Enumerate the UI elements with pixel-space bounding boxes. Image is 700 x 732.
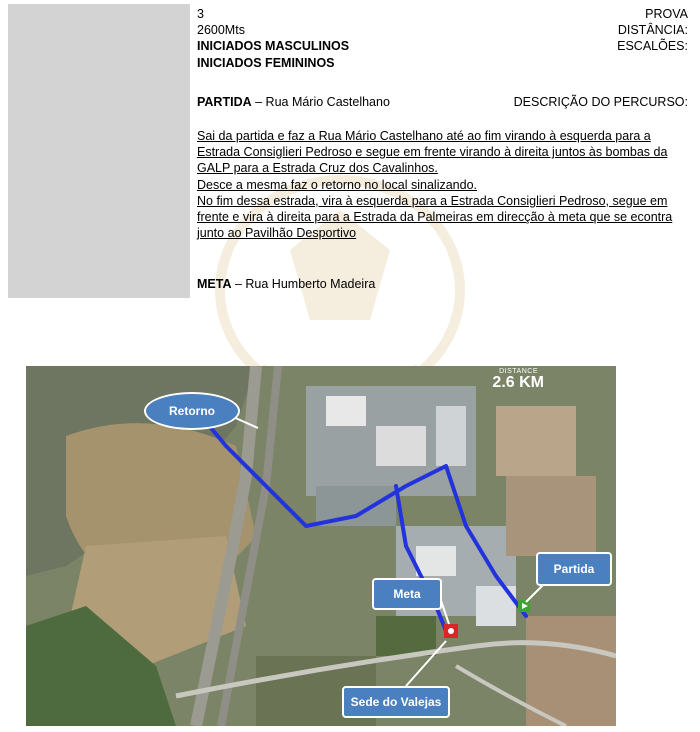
escaloes-label: ESCALÕES: <box>617 39 688 53</box>
callout-retorno: Retorno <box>144 392 240 430</box>
prova-value: 3 <box>197 7 204 21</box>
labels-column <box>8 4 190 298</box>
distancia-label: DISTÂNCIA: <box>617 23 688 37</box>
prova-label: PROVA <box>645 7 688 21</box>
distance-value: 2.6 KM <box>492 374 544 391</box>
meta-text: – Rua Humberto Madeira <box>231 277 376 291</box>
callout-sede: Sede do Valejas <box>342 686 450 718</box>
map-image <box>26 366 616 726</box>
meta-line <box>197 276 375 292</box>
description-paragraph-2: Desce a mesma faz o retorno no local sinalizando. <box>197 177 478 192</box>
callout-partida: Partida <box>536 552 612 586</box>
partida-line <box>197 94 390 110</box>
callout-meta: Meta <box>372 578 442 610</box>
partida-text: – Rua Mário Castelhano <box>251 95 390 109</box>
description-paragraph-3: No fim dessa estrada, vira à esquerda para a Estrada Consiglieri Pedroso, segue em frente e vira à direita para a Estrada da Palmeiras em direcção à meta que se econtra junto ao Pavilhão Desportivo <box>197 193 673 241</box>
distancia-value: 2600Mts <box>197 23 245 37</box>
escalao-masculinos: INICIADOS MASCULINOS <box>197 39 350 53</box>
distance-label: DISTANCE <box>499 368 538 375</box>
route-map <box>26 366 616 726</box>
description-paragraph-1: Sai da partida e faz a Rua Mário Castelhano até ao fim virando à esquerda para a Estrada Consiglieri Pedroso e segue em frente virando à direita juntos às bombas da GALP para a Estrada Cruz dos Cavalinhos. <box>197 129 668 176</box>
descricao-label: DESCRIÇÃO DO PERCURSO: <box>513 95 688 109</box>
escalao-femininos: INICIADOS FEMININOS <box>197 56 335 70</box>
meta-bold: META <box>197 277 232 291</box>
route-description <box>197 128 687 241</box>
partida-bold: PARTIDA <box>197 95 252 109</box>
